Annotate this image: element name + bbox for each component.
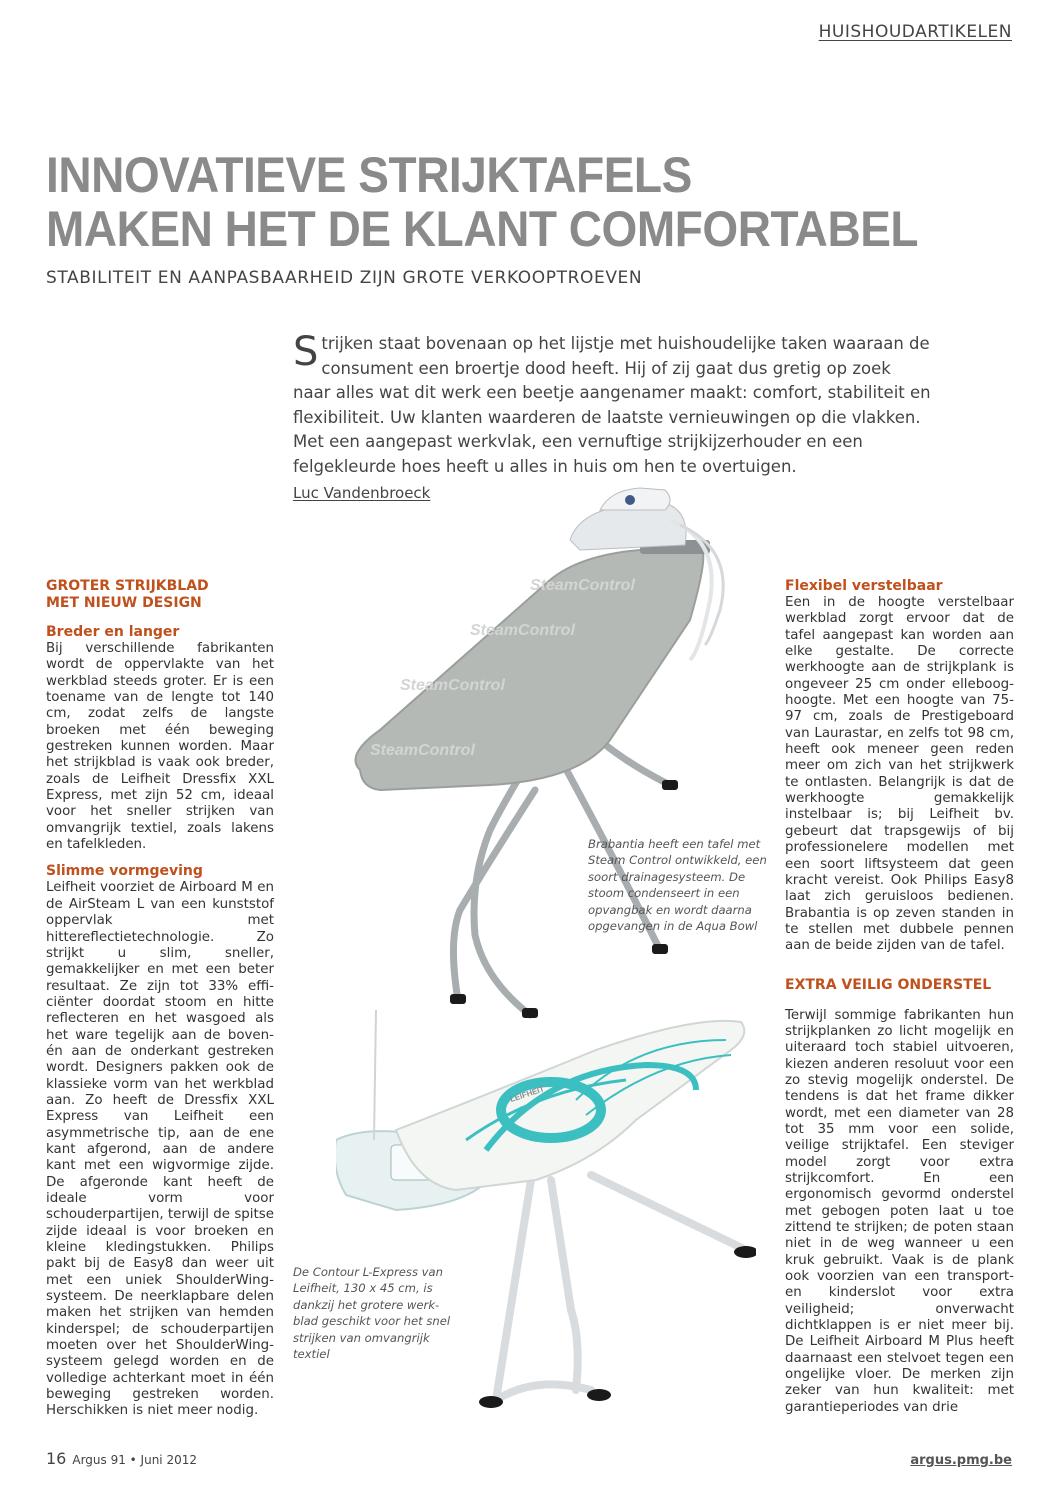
intro-dropcap: S	[293, 329, 319, 375]
paragraph: Bij verschillende fabrikanten wordt de oppervlakte van het werkblad steeds groter. Er is een toename van de lengte tot 140 cm, zodat zelfs de langste broeken met één beweging gestreken kunnen worden. Maar het strijkblad is vaak ook breder, zoals de Leifheit Dressfix XXL Express, met zijn 52 cm, ideaal voor het sneller strijken van omvangrijk textiel, zoals lakens en tafelkleden.	[46, 641, 274, 853]
section-heading-line-2: MET NIEUW DESIGN	[46, 595, 202, 611]
cover-print: SteamControl	[370, 742, 475, 759]
iron-dial	[625, 495, 635, 505]
issue-info: Argus 91 • Juni 2012	[72, 1453, 197, 1467]
paragraph: Een in de hoogte verstelbaar werkblad zorgt ervoor dat de tafel aangepast kan worden aan elke gestalte. De correcte werkhoogte aan de strijkplank is ongeveer 25 cm onder ellebooghoogte. Met een hoogte van 75-97 cm, zoals de Prestigeboard van Laurastar, en zelfs tot 98 cm, heeft ook meneer geen reden meer om zich van het strijkwerk te ontlasten. Belangrijk is dat de werkhoogte gemakkelijk instelbaar is; bij Leifheit bv. gebeurt dat trapsgewijs of bij professionelere modellen met een soort liftsysteem dat geen kracht vereist. Ook Philips Easy8 laat zich geruisloos bedienen. Brabantia is op zeven standen in te stellen met dubbele pennen aan de beide zijden van de tafel.	[785, 595, 1014, 954]
section-heading	[46, 578, 274, 612]
cord-holder	[374, 1010, 376, 1140]
subheading-slimme-vormgeving: Slimme vormgeving	[46, 863, 203, 880]
author-byline[interactable]: Luc Vandenbroeck	[293, 484, 431, 502]
article-headline	[46, 148, 929, 256]
ironing-board-steamcontrol-image	[340, 480, 740, 1020]
right-column	[785, 578, 1014, 1416]
article-intro	[293, 329, 933, 479]
article-subtitle: STABILITEIT EN AANPASBAARHEID ZIJN GROTE VERKOOPTROEVEN	[46, 268, 643, 288]
section-heading-extra-veilig: EXTRA VEILIG ONDERSTEL	[785, 976, 992, 993]
board-brand-label: LEIFHEIT	[508, 1084, 546, 1104]
page-footer	[46, 1449, 197, 1468]
left-column	[46, 578, 274, 1420]
website-link[interactable]: argus.pmg.be	[910, 1453, 1012, 1468]
cover-print: SteamControl	[400, 677, 505, 694]
iron	[600, 488, 670, 510]
subheading-breder-langer: Breder en langer	[46, 624, 180, 640]
section-tag: HUISHOUDARTIKELEN	[818, 22, 1012, 42]
caption-brabantia: Brabantia heeft een tafel met Steam Control ontwikkeld, een soort drainagesysteem. De stoom condenseert in een opvangbak en wordt daarna opgevangen in de Aqua Bowl	[588, 837, 767, 934]
caption-leifheit: De Contour L-Express van Leifheit, 130 x 45 cm, is dankzij het grotere werkblad geschikt voor het snel strijken van omvangrijk textiel	[293, 1265, 451, 1362]
section-heading-line-1: GROTER STRIJKBLAD	[46, 578, 209, 594]
headline-line-2: MAKEN HET DE KLANT COMFORTABEL	[46, 201, 919, 257]
cover-print: SteamControl	[470, 622, 575, 639]
board-frame	[496, 1175, 746, 1400]
intro-text: trijken staat bovenaan op het lijstje met huishoudelijke taken waaraan de consument een broertje dood heeft. Hij of zij gaat dus gretig op zoek naar alles wat dit werk een beetje aangenamer maakt: comfort, stabiliteit en flexibiliteit. Uw klanten waarderen de laatste vernieuwingen op die vlakken. Met een aangepast werkvlak, een vernuftige strijkijzerhouder en een felgekleurde hoes heeft u alles in huis om hen te overtuigen.	[293, 334, 931, 476]
steam-station	[570, 505, 686, 550]
paragraph: Terwijl sommige fabrikanten hun strijkplanken zo licht mogelijk en uiteraard toch stabiel uitvoeren, kiezen anderen resoluut voor een zo stevig mogelijk onderstel. De tendens is dat het frame dikker wordt, met een diameter van 28 tot 35 mm voor een solide, veilige strijktafel. Een steviger model zorgt voor extra strijkcomfort. En een ergonomisch gevormd onderstel met gebogen poten laat u toe zittend te strijken; de poten staan niet in de weg wanneer u een kruk gebruikt. Vaak is de plank ook voorzien van een transport- en kinderslot voor extra veiligheid; onverwacht dichtklappen is er niet meer bij. De Leifheit Airboard M Plus heeft daarnaast een stelvoet tegen een ongelijke vloer. De merken zijn zeker van hun kwaliteit: met garantieperiodes van drie	[785, 1007, 1014, 1415]
ironing-board-contour-image	[336, 1010, 756, 1430]
paragraph: Leifheit voorziet de Airboard M en de AirSteam L van een kunststof oppervlak met hittereflectietechnologie. Zo strijkt u slim, sneller, gemakkelijker en met een beter resultaat. Ze zijn tot 33% efficiënter doordat stoom en hitte reflecteren en het wasgoed als het ware tegelijk aan de boven- én aan de onderkant gestreken wordt. Designers pakken ook de klassieke vorm van het werkblad aan. Zo heeft de Dressfix XXL Express van Leifheit een asymmetrische tip, aan de ene kant afgerond, aan de andere kant met een wigvormige zijde. De afgeronde kant heeft de ideale vorm voor schouderpartijen, terwijl de spitse zijde ideaal is voor broeken en kleine kledingstukken. Philips pakt bij de Easy8 dan weer uit met een uniek ShoulderWing-systeem. De neerklapbare delen maken het strijken van hemden kinderspel; de schouderpartijen moeten over het ShoulderWing-systeem gelegd worden en de volledige achterkant moet in één beweging gestreken worden. Herschikken is niet meer nodig.	[46, 880, 274, 1419]
page-number: 16	[46, 1449, 67, 1468]
board-top	[396, 1021, 744, 1190]
cover-print: SteamControl	[530, 577, 635, 594]
subheading-flexibel-verstelbaar: Flexibel verstelbaar	[785, 578, 943, 594]
headline-line-1: INNOVATIEVE STRIJKTAFELS	[46, 147, 692, 203]
